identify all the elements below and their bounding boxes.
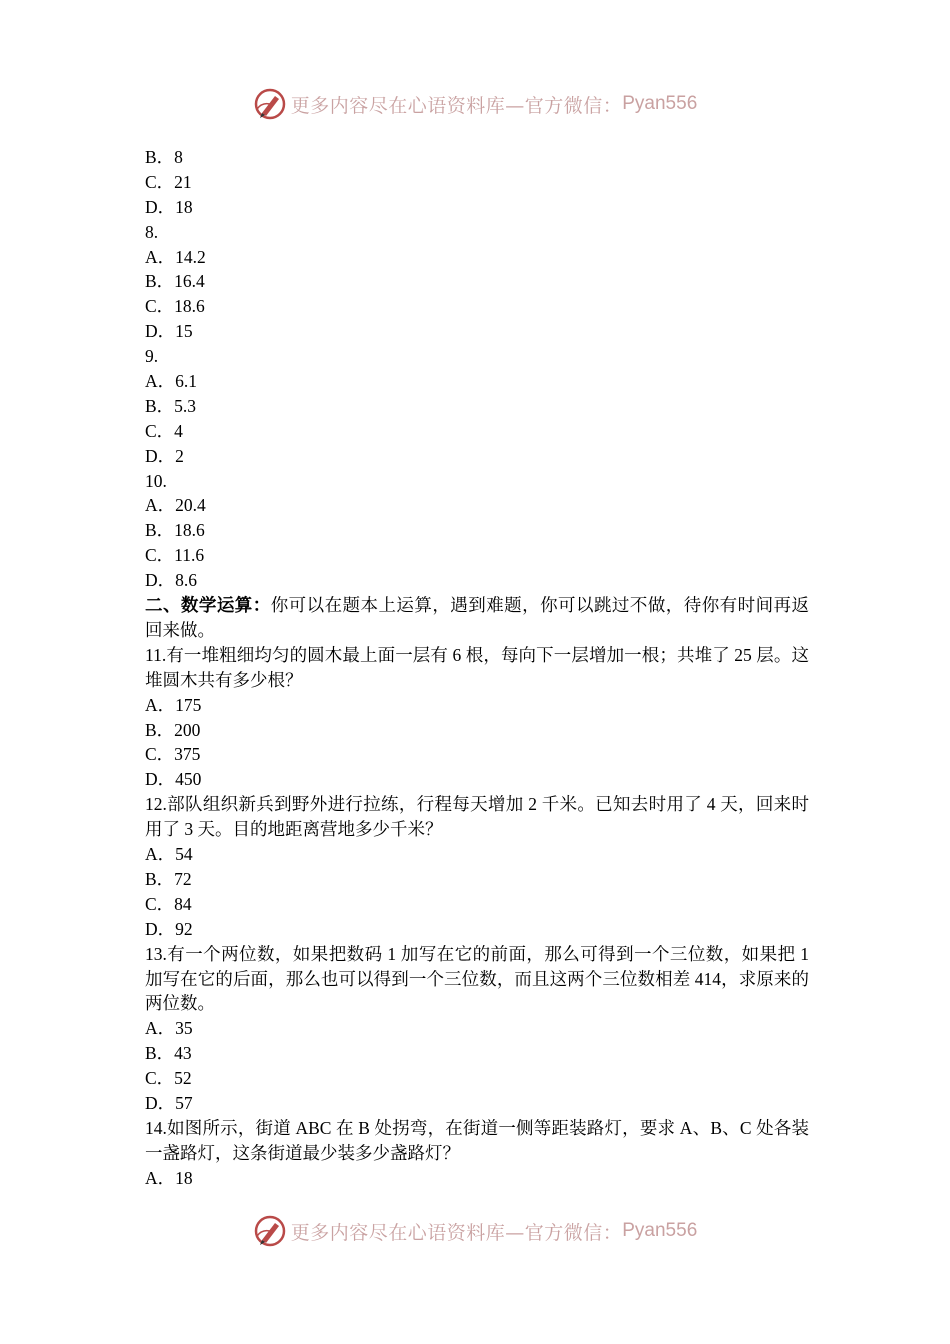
option-line: A．18 — [145, 1167, 193, 1188]
watermark-text: 更多内容尽在心语资料库—官方微信： — [290, 1221, 623, 1244]
option-line: B．5.3 — [145, 395, 197, 416]
option-line: A．175 — [145, 694, 202, 715]
watermark-wechat-id: Pyan556 — [622, 1220, 698, 1241]
option-line: C．84 — [145, 893, 192, 914]
option-line: B．72 — [145, 868, 192, 889]
option-line: D．92 — [145, 918, 193, 939]
option-line: C．11.6 — [145, 545, 205, 566]
option-line: D．15 — [145, 321, 193, 342]
question-number: 9. — [145, 346, 159, 367]
question-number: 8. — [145, 221, 159, 242]
section-title: 二、数学运算： — [145, 595, 271, 616]
option-line: A．20.4 — [145, 495, 206, 516]
option-line: C．4 — [145, 420, 183, 441]
option-line: B．200 — [145, 719, 201, 740]
question-number: 10. — [145, 470, 167, 491]
option-line: A．14.2 — [145, 246, 206, 267]
pen-logo-icon — [253, 87, 287, 121]
option-line: C．52 — [145, 1068, 192, 1089]
option-line: B．8 — [145, 147, 183, 167]
question-12: 12.部队组织新兵到野外进行拉练，行程每天增加 2 千米。已知去时用了 4 天，回来时用了 3 天。目的地距离营地多少千米？ — [145, 794, 809, 840]
option-line: D．57 — [145, 1092, 193, 1113]
option-line: A．6.1 — [145, 371, 198, 392]
option-line: C．18.6 — [145, 296, 205, 317]
watermark-text: 更多内容尽在心语资料库—官方微信： — [290, 94, 623, 117]
pen-logo-icon — [253, 1214, 287, 1248]
option-line: D．2 — [145, 445, 184, 466]
option-line: D．450 — [145, 769, 202, 790]
option-line: A．35 — [145, 1018, 193, 1039]
option-line: B．43 — [145, 1043, 192, 1064]
option-line: D．8.6 — [145, 570, 198, 591]
question-14: 14.如图所示，街道 ABC 在 B 处拐弯，在街道一侧等距装路灯，要求 A、B、C 处各装一盏路灯，这条街道最少装多少盏路灯？ — [145, 1117, 809, 1163]
question-13: 13.有一个两位数，如果把数码 1 加写在它的前面，那么可得到一个三位数，如果把 1 加写在它的后面，那么也可以得到一个三位数，而且这两个三位数相差 414，求原来的两位数。 — [145, 943, 809, 1014]
option-line: A．54 — [145, 844, 193, 865]
document-body — [145, 145, 809, 1191]
section-heading-math — [145, 593, 809, 643]
option-line: B．16.4 — [145, 271, 205, 292]
option-line: B．18.6 — [145, 520, 205, 541]
watermark-wechat-id: Pyan556 — [622, 93, 698, 114]
question-11: 11.有一堆粗细均匀的圆木最上面一层有 6 根，每向下一层增加一根；共堆了 25 层。这堆圆木共有多少根？ — [145, 644, 809, 690]
footer-watermark — [0, 1211, 950, 1251]
option-line: C．21 — [145, 171, 192, 192]
header-watermark — [0, 84, 950, 124]
option-line: C．375 — [145, 744, 201, 765]
section-instruction: 你可以在题本上运算，遇到难题，你可以跳过不做，待你有时间再返回来做。 — [145, 595, 810, 640]
option-line: D．18 — [145, 196, 193, 217]
